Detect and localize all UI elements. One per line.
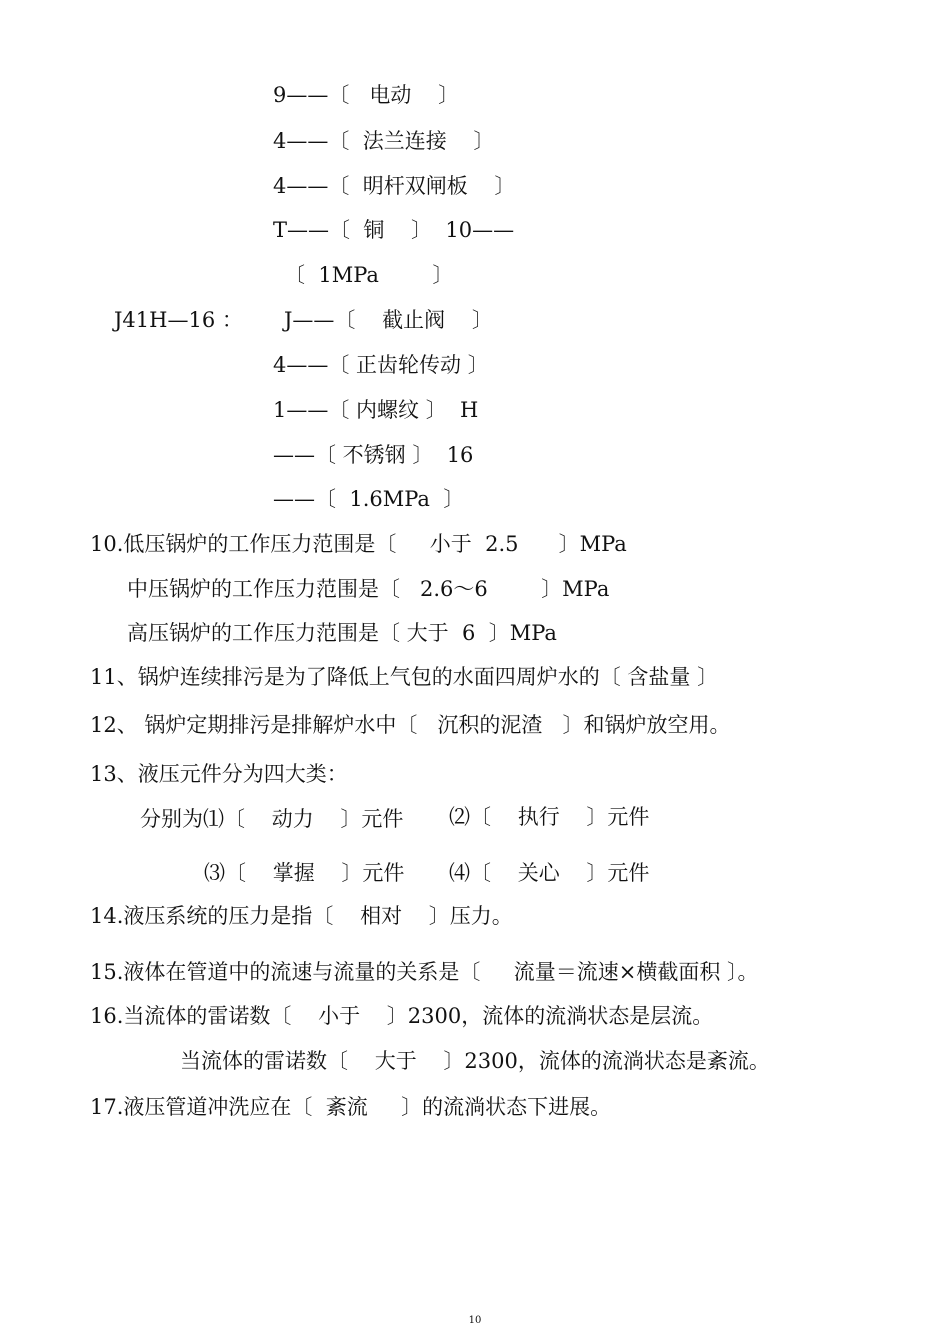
valve-code-line-t: T——〔 铜 〕 10——: [273, 218, 515, 242]
item-13-part-3: ⑶〔 掌握 〕元件: [204, 861, 405, 885]
item-16-turbulent: 当流体的雷诺数〔 大于 〕2300，流体的流淌状态是紊流。: [180, 1049, 770, 1073]
item-13-part-1: 分别为⑴〔 动力 〕元件: [140, 807, 404, 831]
item-17: 17.液压管道冲洗应在〔 紊流 〕的流淌状态下进展。: [90, 1095, 612, 1119]
valve-code-line-4-gate: 4——〔 明杆双闸板 〕: [273, 174, 516, 198]
valve-code-line-4-gear: 4——〔 正齿轮传动 〕: [273, 353, 489, 377]
valve-code-line-4-flange: 4——〔 法兰连接 〕: [273, 129, 495, 153]
valve-code-line-j: J——〔 截止阀 〕: [284, 308, 493, 332]
item-11: 11、锅炉连续排污是为了降低上气包的水面四周炉水的〔 含盐量 〕: [90, 665, 719, 689]
item-10-low-pressure: 10.低压锅炉的工作压力范围是〔 小于 2.5 〕MPa: [90, 532, 627, 556]
valve-code-line-16: ——〔 1.6MPa 〕: [273, 487, 465, 511]
item-13-part-4: ⑷〔 关心 〕元件: [449, 861, 650, 885]
valve-code-line-h: ——〔 不锈钢 〕 16: [273, 443, 474, 467]
item-12: 12、 锅炉定期排污是排解炉水中〔 沉积的泥渣 〕和锅炉放空用。: [90, 713, 731, 737]
item-10-mid-pressure: 中压锅炉的工作压力范围是〔 2.6～6 〕MPa: [127, 577, 610, 601]
item-13-part-2: ⑵〔 执行 〕元件: [449, 805, 650, 829]
item-16-laminar: 16.当流体的雷诺数〔 小于 〕2300，流体的流淌状态是层流。: [90, 1004, 714, 1028]
valve-code-line-1mpa: 〔 1MPa 〕: [284, 263, 454, 287]
item-10-high-pressure: 高压锅炉的工作压力范围是〔 大于 6 〕MPa: [127, 621, 557, 645]
valve-code-line-1-thread: 1——〔 内螺纹 〕 H: [273, 398, 479, 422]
page-number: 10: [468, 1315, 482, 1326]
valve-model-label: J41H—16 ：: [114, 308, 243, 332]
item-14: 14.液压系统的压力是指〔 相对 〕压力。: [90, 904, 513, 928]
item-15: 15.液体在管道中的流速与流量的关系是〔 流量＝流速×横截面积 〕。: [90, 960, 759, 984]
item-13: 13、液压元件分为四大类：: [90, 762, 348, 786]
valve-code-line-9: 9——〔 电动 〕: [273, 83, 460, 107]
